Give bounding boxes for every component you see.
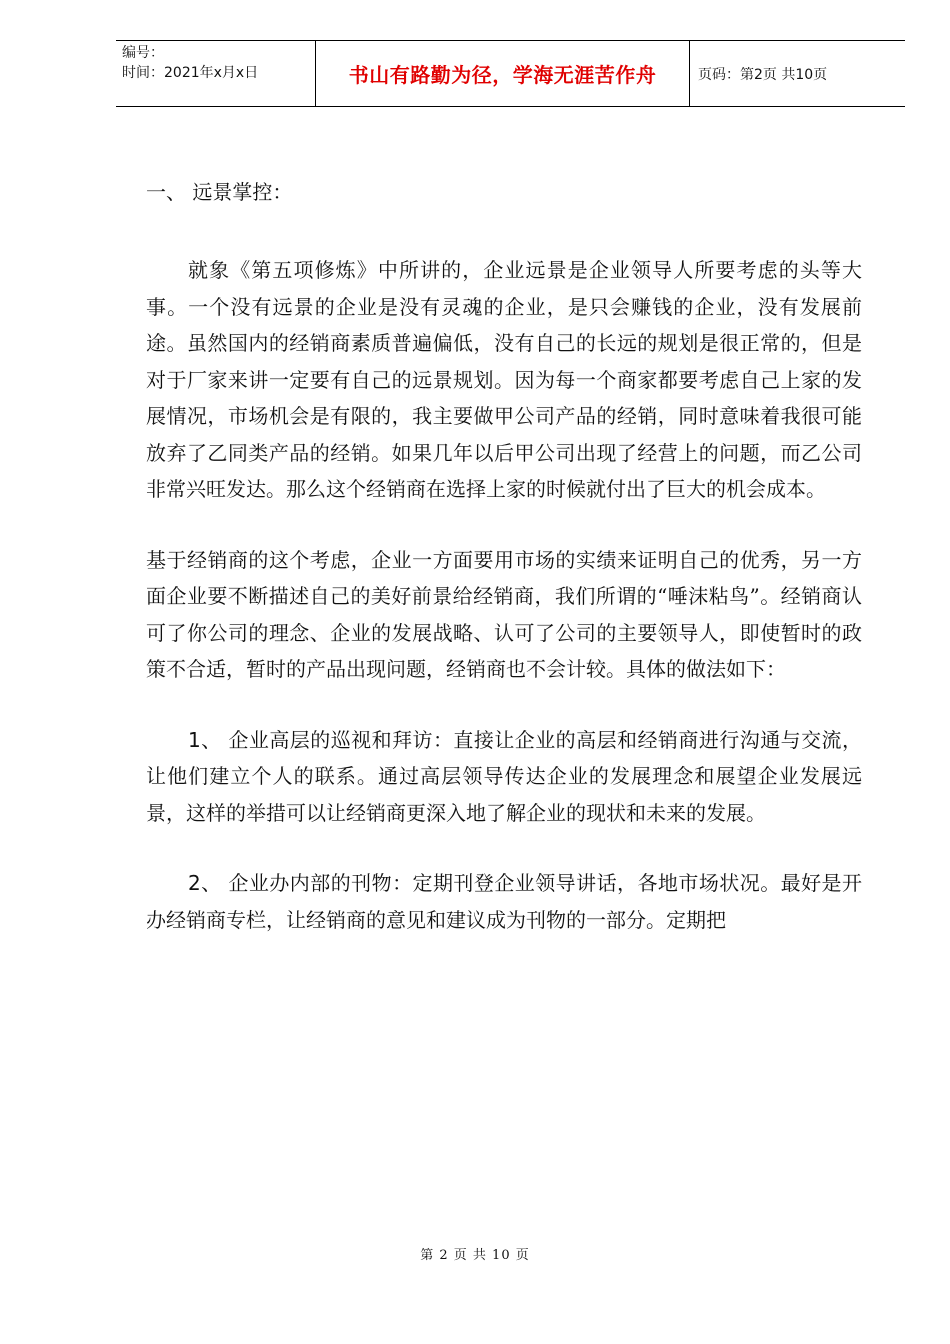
page-footer: 第 2 页 共 10 页	[420, 1248, 530, 1263]
list-item-1-number: 1、	[188, 727, 222, 752]
list-item-1-text: 企业高层的巡视和拜访：直接让企业的高层和经销商进行沟通与交流，让他们建立个人的联系。通过高层领导传达企业的发展理念和展望企业发展远景，这样的举措可以让经销商更深入地了解企业的现状和未来的发展。	[146, 727, 863, 825]
paragraph-1: 就象《第五项修炼》中所讲的，企业远景是企业领导人所要考虑的头等大事。一个没有远景的企业是没有灵魂的企业，是只会赚钱的企业，没有发展前途。虽然国内的经销商素质普遍偏低，没有自己的长远的规划是很正常的，但是对于厂家来讲一定要有自己的远景规划。因为每一个商家都要考虑自己上家的发展情况，市场机会是有限的，我主要做甲公司产品的经销，同时意味着我很可能放弃了乙同类产品的经销。如果几年以后甲公司出现了经营上的问题，而乙公司非常兴旺发达。那么这个经销商在选择上家的时候就付出了巨大的机会成本。	[146, 258, 862, 501]
page-header	[116, 40, 905, 107]
section-heading: 一、 远景掌控：	[146, 180, 293, 204]
paragraph-2: 基于经销商的这个考虑，企业一方面要用市场的实绩来证明自己的优秀，另一方面企业要不断描述自己的美好前景给经销商，我们所谓的“唾沫粘鸟”。经销商认可了你公司的理念、企业的发展战略、认可了公司的主要领导人，即使暂时的政策不合适，暂时的产品出现问题，经销商也不会计较。具体的做法如下：	[146, 547, 862, 681]
list-item-1	[146, 722, 862, 832]
header-meta	[116, 41, 316, 106]
header-motto: 书山有路勤为径，学海无涯苦作舟	[316, 41, 690, 106]
number-label: 编号：	[122, 45, 164, 61]
header-page-number: 页码：第2页 共10页	[698, 66, 828, 83]
list-item-2-text: 企业办内部的刊物：定期刊登企业领导讲话，各地市场状况。最好是开办经销商专栏，让经销商的意见和建议成为刊物的一部分。定期把	[146, 871, 863, 932]
document-body	[146, 168, 862, 972]
list-item-2-number: 2、	[188, 871, 222, 895]
time-label: 时间：2021年x月x日	[122, 65, 259, 81]
list-item-2	[146, 865, 862, 938]
